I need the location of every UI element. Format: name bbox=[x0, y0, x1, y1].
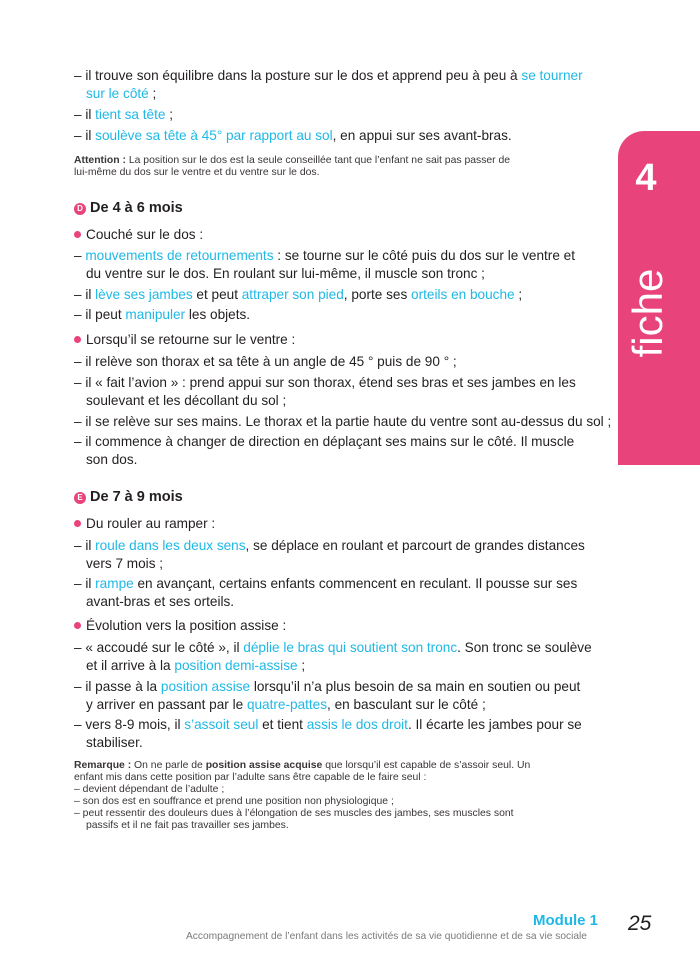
section-d-item-4: – il relève son thorax et sa tête à un angle de 45 ° puis de 90 ° ; bbox=[74, 354, 457, 369]
section-e-bullet-1: Du rouler au ramper : bbox=[74, 515, 215, 533]
remarque-line-3: – devient dépendant de l’adulte ; bbox=[74, 784, 225, 795]
section-e-item-4: – il passe à la position assise lorsqu’il n’a plus besoin de sa main en soutien ou peut bbox=[74, 679, 581, 694]
intro-line-2: sur le côté ; bbox=[86, 86, 157, 101]
remarque-line-4: – son dos est en souffrance et prend une position non physiologique ; bbox=[74, 796, 394, 807]
section-d-item-7-cont: son dos. bbox=[86, 452, 138, 467]
footer-subtitle: Accompagnement de l’enfant dans les activités de sa vie quotidienne et de sa vie sociale bbox=[186, 931, 587, 942]
remarque-line-5: – peut ressentir des douleurs dues à l’élongation de ses muscles des jambes, ses muscles sont bbox=[74, 808, 514, 819]
fiche-side-tab bbox=[618, 131, 700, 465]
remarque-line-6: passifs et il ne fait pas travailler ses jambes. bbox=[86, 820, 289, 831]
section-d-item-6: – il se relève sur ses mains. Le thorax et la partie haute du ventre sont au-dessus du sol ; bbox=[74, 414, 612, 429]
bullet-icon bbox=[74, 622, 81, 629]
section-e-item-5: – vers 8-9 mois, il s’assoit seul et tient assis le dos droit. Il écarte les jambes pour se bbox=[74, 717, 582, 732]
section-d-item-2: – il lève ses jambes et peut attraper son pied, porte ses orteils en bouche ; bbox=[74, 287, 523, 302]
section-d-item-1: – mouvements de retournements : se tourne sur le côté puis du dos sur le ventre et bbox=[74, 248, 575, 263]
section-d-bullet-1: Couché sur le dos : bbox=[74, 226, 203, 244]
remarque-line-2: enfant mis dans cette position par l’adulte sans être capable de le faire seul : bbox=[74, 772, 427, 783]
section-d-heading: D De 4 à 6 mois bbox=[74, 199, 183, 217]
section-d-item-3: – il peut manipuler les objets. bbox=[74, 307, 251, 322]
section-e-item-1-cont: vers 7 mois ; bbox=[86, 556, 164, 571]
section-e-bullet-2: Évolution vers la position assise : bbox=[74, 617, 286, 635]
section-badge-d: D bbox=[74, 203, 86, 215]
attention-note-line-2: lui-même du dos sur le ventre et du ventre sur le dos. bbox=[74, 167, 320, 178]
section-e-heading: E De 7 à 9 mois bbox=[74, 488, 183, 506]
section-e-item-2: – il rampe en avançant, certains enfants commencent en reculant. Il pousse sur ses bbox=[74, 576, 578, 591]
section-d-item-5: – il « fait l’avion » : prend appui sur son thorax, étend ses bras et ses jambes en les bbox=[74, 375, 576, 390]
intro-line-1: – il trouve son équilibre dans la posture sur le dos et apprend peu à peu à se tourner bbox=[74, 68, 583, 83]
fiche-label: fiche bbox=[624, 268, 671, 358]
section-e-item-5-cont: stabiliser. bbox=[86, 735, 143, 750]
section-d-item-1-cont: du ventre sur le dos. En roulant sur lui-même, il muscle son tronc ; bbox=[86, 266, 485, 281]
bullet-icon bbox=[74, 520, 81, 527]
fiche-number: 4 bbox=[635, 157, 657, 199]
intro-line-3: – il tient sa tête ; bbox=[74, 107, 173, 122]
attention-note-line-1: Attention : La position sur le dos est la seule conseillée tant que l’enfant ne sait pas passer de bbox=[74, 155, 511, 166]
section-e-item-4-cont: y arriver en passant par le quatre-pattes, en basculant sur le côté ; bbox=[86, 697, 486, 712]
section-badge-e: E bbox=[74, 492, 86, 504]
intro-line-4: – il soulève sa tête à 45° par rapport au sol, en appui sur ses avant-bras. bbox=[74, 128, 512, 143]
section-d-bullet-2: Lorsqu’il se retourne sur le ventre : bbox=[74, 331, 295, 349]
bullet-icon bbox=[74, 231, 81, 238]
remarque-line-1: Remarque : On ne parle de position assise acquise que lorsqu’il est capable de s’assoir seul. Un bbox=[74, 760, 531, 771]
bullet-icon bbox=[74, 336, 81, 343]
page-number: 25 bbox=[628, 912, 652, 935]
module-label: Module 1 bbox=[533, 912, 599, 929]
section-e-item-3-cont: et il arrive à la position demi-assise ; bbox=[86, 658, 306, 673]
section-e-item-1: – il roule dans les deux sens, se déplace en roulant et parcourt de grandes distances bbox=[74, 538, 585, 553]
section-e-item-2-cont: avant-bras et ses orteils. bbox=[86, 594, 235, 609]
section-e-item-3: – « accoudé sur le côté », il déplie le bras qui soutient son tronc. Son tronc se soulève bbox=[74, 640, 592, 655]
section-d-item-7: – il commence à changer de direction en déplaçant ses mains sur le côté. Il muscle bbox=[74, 434, 575, 449]
section-d-item-5-cont: soulevant et les décollant du sol ; bbox=[86, 393, 287, 408]
